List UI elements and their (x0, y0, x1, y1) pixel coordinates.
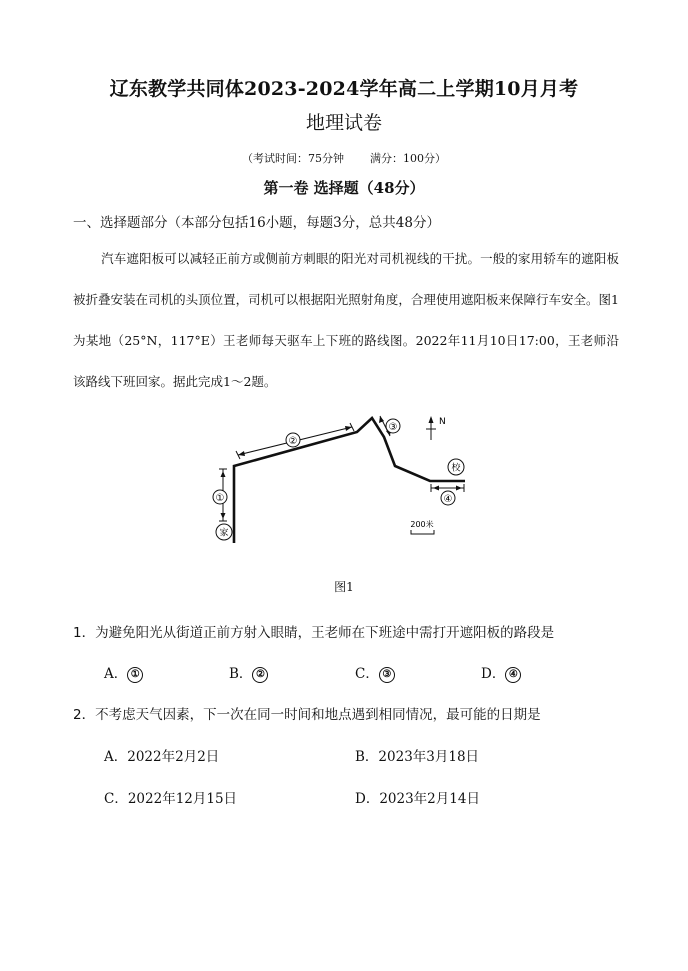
q2-option-a[interactable]: A．2022年2月2日 (104, 749, 220, 765)
q2-option-a-text: 2022年2月2日 (127, 749, 220, 765)
scale-bar (411, 530, 434, 534)
q1-option-a-text: ① (127, 667, 143, 683)
scale-label: 200米 (410, 520, 434, 529)
q1-option-d-text: ④ (505, 667, 521, 683)
exam-meta (0, 150, 688, 166)
q1-option-a[interactable]: A． ① (104, 662, 143, 683)
question-1-stem: 1．为避免阳光从街道正前方射入眼睛，王老师在下班途中需打开遮阳板的路段是 (73, 625, 555, 641)
segment-label-4: ④ (443, 494, 453, 505)
q2-option-d[interactable]: D．2023年2月14日 (355, 791, 480, 807)
q1-option-b[interactable]: B． ② (229, 662, 268, 683)
segment-label-2: ② (288, 436, 298, 447)
north-arrow-icon (426, 416, 436, 440)
section-title: 第一卷 选择题（48分） (263, 179, 425, 197)
segment-label-1: ① (215, 493, 225, 504)
segment-label-3: ③ (388, 422, 398, 433)
route-map-figure (200, 404, 500, 564)
exam-title: 辽东教学共同体2023-2024学年高二上学期10月月考 (109, 78, 579, 100)
q1-option-d[interactable]: D． ④ (481, 662, 521, 683)
exam-time: （考试时间：75分钟 (242, 152, 344, 165)
north-label: N (439, 417, 446, 427)
q2-option-c[interactable]: C．2022年12月15日 (104, 791, 238, 807)
q1-option-c[interactable]: C． ③ (355, 662, 395, 683)
q1-option-b-text: ② (252, 667, 268, 683)
school-label: 校 (451, 463, 461, 474)
exam-subtitle: 地理试卷 (305, 112, 382, 134)
q1-option-c-text: ③ (379, 667, 395, 683)
q2-option-c-text: 2022年12月15日 (127, 791, 238, 807)
part-description: 一、选择题部分（本部分包括16小题，每题3分，总共48分） (73, 215, 440, 231)
figure-caption: 图1 (334, 580, 354, 594)
passage (73, 238, 619, 402)
home-label: 家 (219, 528, 229, 539)
full-score: 满分：100分） (370, 152, 446, 165)
question-2-stem: 2．不考虑天气因素，下一次在同一时间和地点遇到相同情况，最可能的日期是 (73, 707, 541, 723)
q2-option-d-text: 2023年2月14日 (379, 791, 480, 807)
passage-text: 汽车遮阳板可以减轻正前方或侧前方刺眼的阳光对司机视线的干扰。一般的家用轿车的遮阳板被折叠安装在司机的头顶位置，司机可以根据阳光照射角度，合理使用遮阳板来保障行车安全。图1为某地（25°N，117°E）王老师每天驱车上下班的路线图。2022年11月10日17:00，王老师沿该路线下班回家。据此完成1～2题。 (73, 251, 619, 389)
q2-option-b-text: 2023年3月18日 (378, 749, 480, 765)
q2-option-b[interactable]: B．2023年3月18日 (355, 749, 480, 765)
